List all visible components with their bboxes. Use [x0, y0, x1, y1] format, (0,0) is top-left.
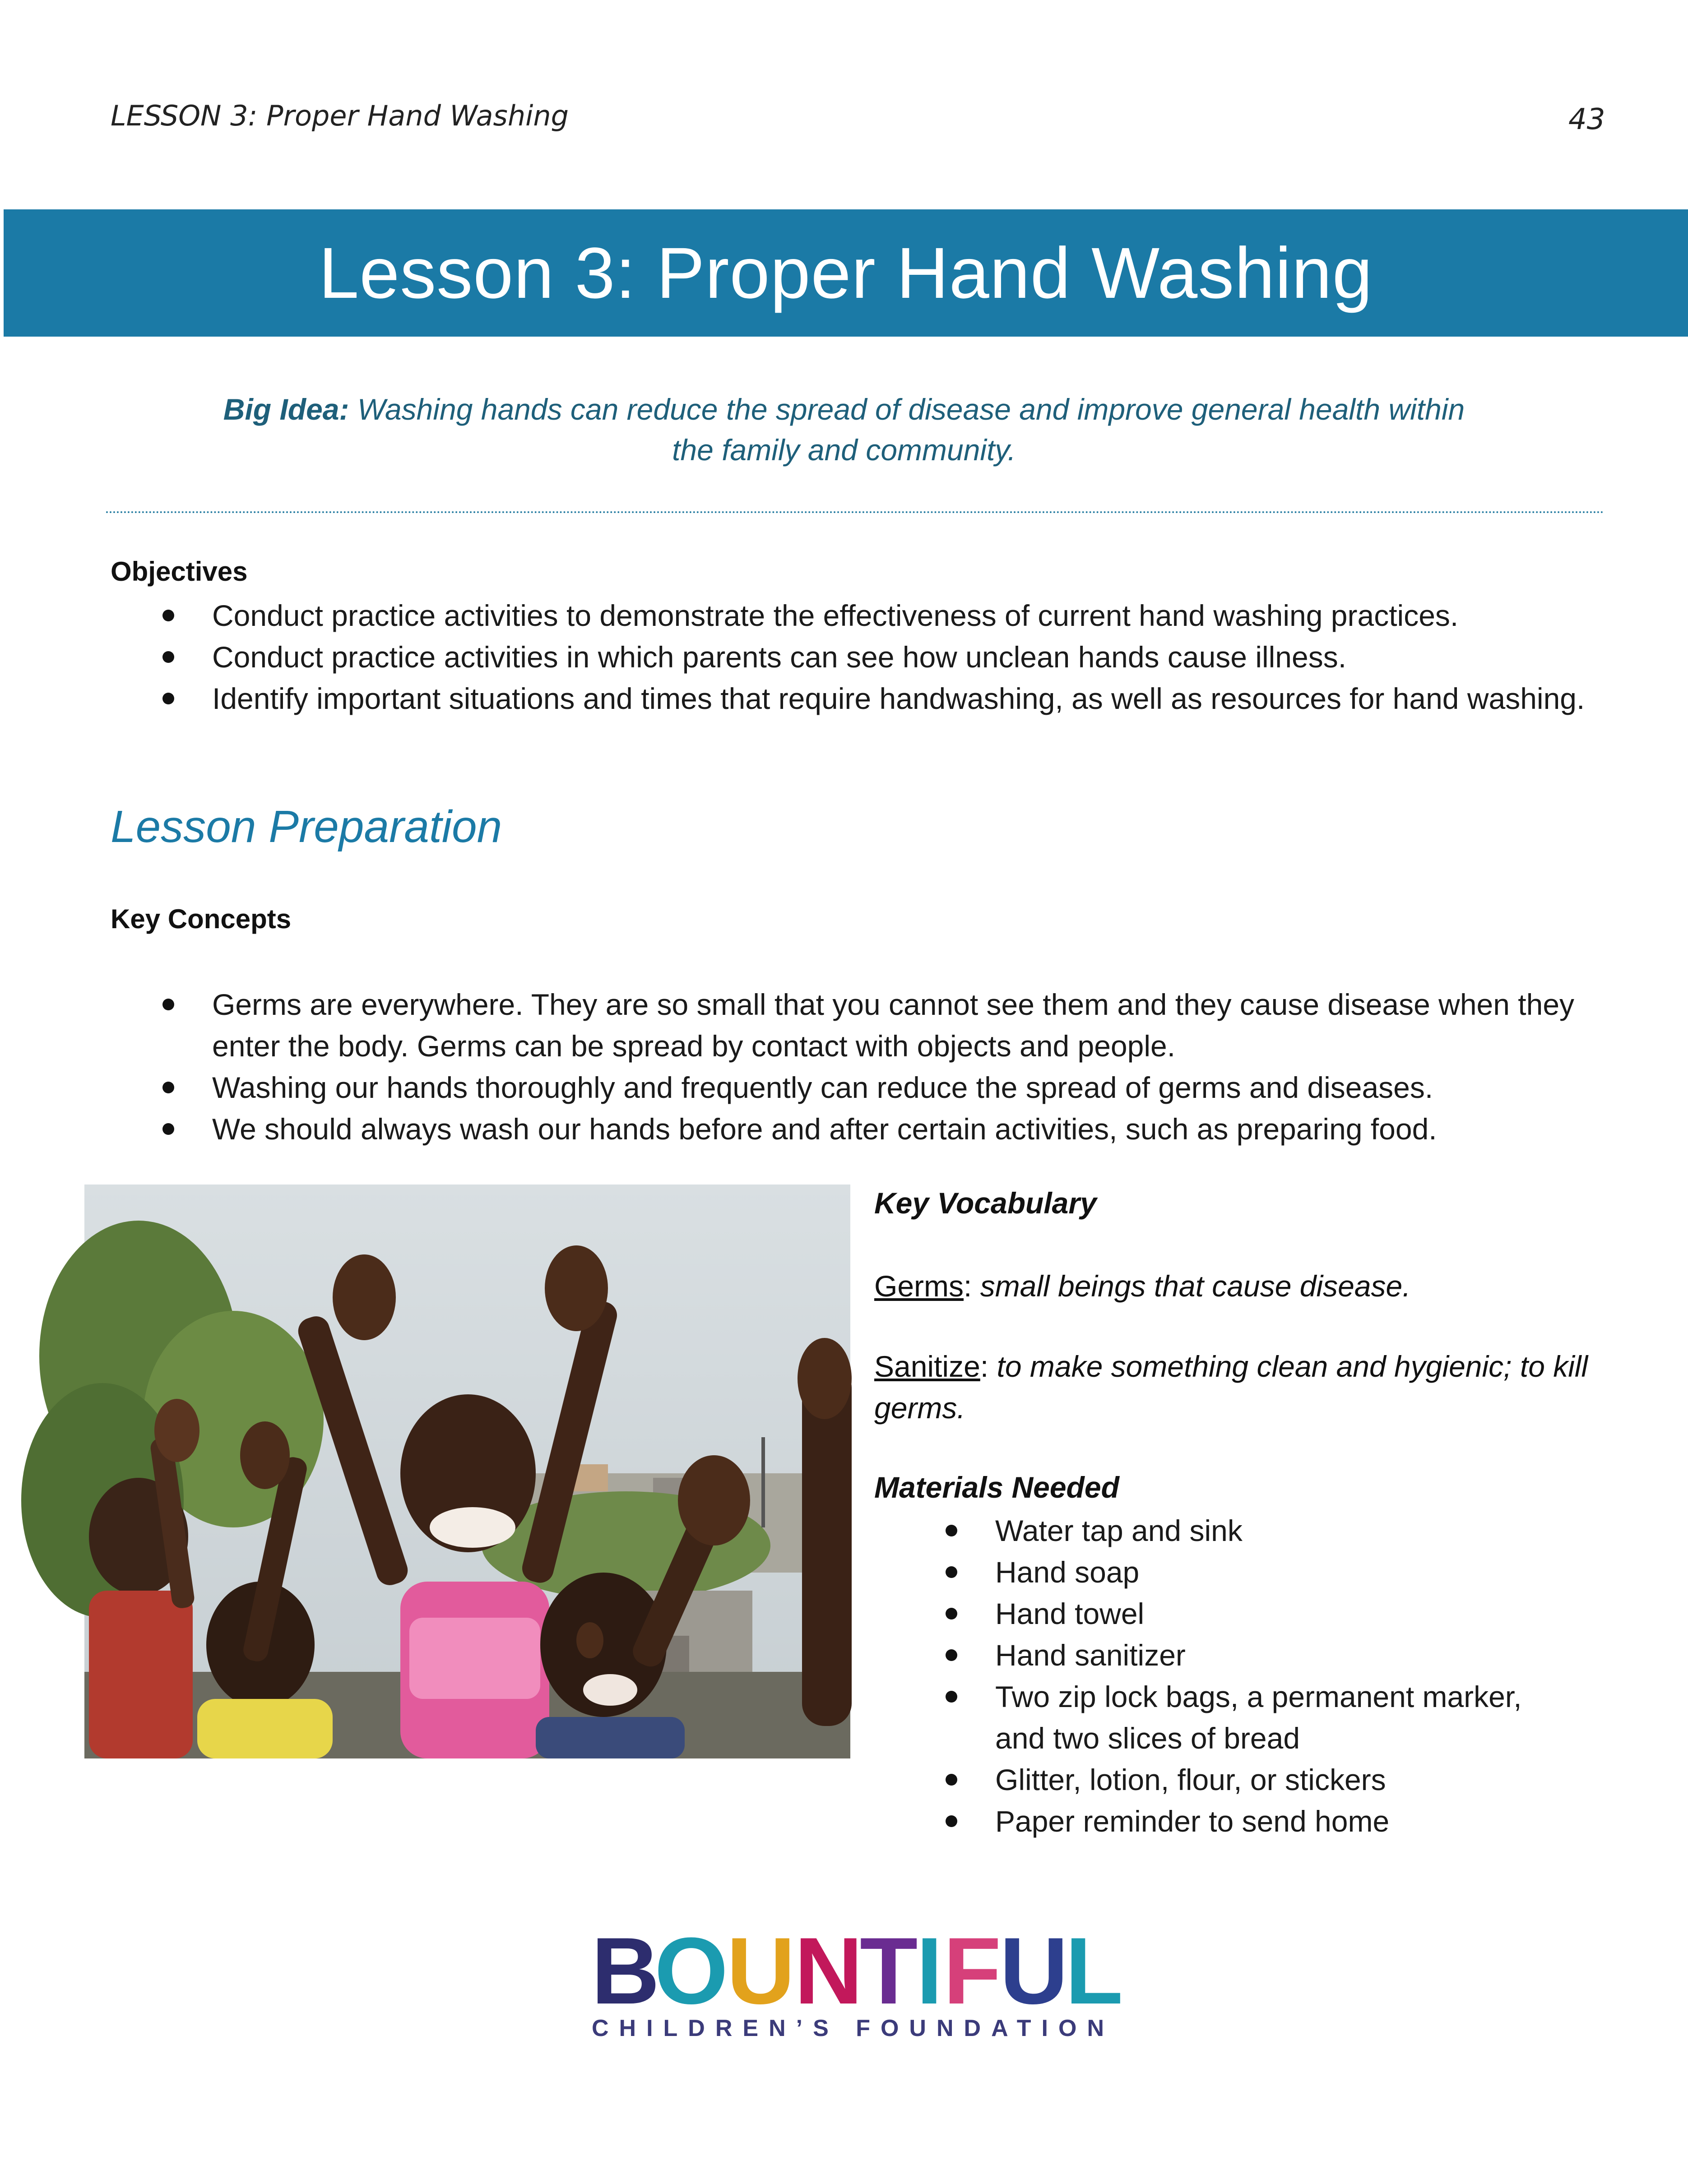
list-item: Glitter, lotion, flour, or stickers — [896, 1759, 1618, 1800]
vocab-entry-sanitize: Sanitize: to make something clean and hygienic; to kill germs. — [874, 1350, 1588, 1425]
children-photo — [84, 1185, 850, 1758]
bullet-icon — [946, 1525, 957, 1536]
vocab-term: Sanitize — [874, 1350, 980, 1383]
logo-letter: L — [1065, 1918, 1123, 2024]
logo-letter: N — [794, 1918, 863, 2024]
logo-letter: T — [860, 1918, 918, 2024]
page-number: 43 — [1568, 103, 1605, 136]
list-item: Conduct practice activities to demonstrate the effectiveness of current hand washing practices. — [113, 595, 1611, 636]
key-vocabulary-heading: Key Vocabulary — [874, 1186, 1097, 1220]
vocab-entry-germs: Germs: small beings that cause disease. — [874, 1269, 1411, 1303]
lesson-preparation-heading: Lesson Preparation — [111, 801, 502, 852]
objectives-list — [113, 595, 1611, 719]
title-banner — [4, 209, 1688, 337]
bullet-icon — [946, 1815, 957, 1827]
list-item: Water tap and sink — [896, 1510, 1618, 1551]
materials-heading: Materials Needed — [874, 1471, 1119, 1504]
vocab-term: Germs — [874, 1269, 964, 1303]
list-item: Paper reminder to send home — [896, 1800, 1618, 1842]
bullet-icon — [162, 693, 174, 704]
logo-letter: U — [727, 1918, 795, 2024]
list-item: Conduct practice activities in which parents can see how unclean hands cause illness. — [113, 636, 1611, 678]
bountiful-wordmark — [591, 1918, 1123, 2024]
key-concepts-heading: Key Concepts — [111, 904, 292, 934]
list-item: Germs are everywhere. They are so small that you cannot see them and they cause disease when they enter the body. Germs can be spread by contact with objects and people. — [113, 984, 1611, 1067]
logo-letter: U — [1000, 1918, 1068, 2024]
list-item: Two zip lock bags, a permanent marker, and two slices of bread — [896, 1676, 1555, 1759]
list-item: Identify important situations and times that require handwashing, as well as resources for hand washing. — [113, 678, 1611, 719]
bullet-icon — [946, 1649, 957, 1661]
bullet-icon — [946, 1608, 957, 1619]
list-item: Hand soap — [896, 1551, 1618, 1593]
bullet-icon — [162, 651, 174, 663]
bullet-icon — [162, 1082, 174, 1093]
big-idea-line-2: the family and community. — [672, 433, 1016, 467]
vocab-definition: small beings that cause disease. — [980, 1269, 1411, 1303]
bullet-icon — [946, 1566, 957, 1578]
bullet-icon — [162, 1123, 174, 1135]
logo-letter: F — [943, 1918, 1002, 2024]
materials-list — [896, 1510, 1618, 1842]
list-item: We should always wash our hands before and after certain activities, such as preparing food. — [113, 1108, 1611, 1150]
vocab-definition: to make something clean and hygienic; to kill germs. — [874, 1350, 1588, 1425]
list-item: Washing our hands thoroughly and frequently can reduce the spread of germs and diseases. — [113, 1067, 1611, 1108]
key-concepts-list — [113, 984, 1611, 1150]
page-title: Lesson 3: Proper Hand Washing — [319, 232, 1373, 313]
objectives-heading: Objectives — [111, 556, 248, 587]
bullet-icon — [946, 1774, 957, 1786]
dotted-divider — [106, 511, 1605, 513]
big-idea — [181, 389, 1507, 470]
children-photo-illustration — [84, 1185, 850, 1758]
running-header: LESSON 3: Proper Hand Washing — [111, 99, 569, 132]
big-idea-label: Big Idea: — [223, 393, 349, 426]
logo-letter: B — [591, 1918, 660, 2024]
logo-letter: I — [916, 1918, 943, 2024]
bullet-icon — [162, 610, 174, 621]
logo-subtitle: CHILDREN’S FOUNDATION — [591, 2015, 1114, 2041]
big-idea-line-1: Washing hands can reduce the spread of disease and improve general health within — [357, 393, 1465, 426]
list-item: Hand sanitizer — [896, 1634, 1618, 1676]
bullet-icon — [162, 999, 174, 1010]
logo-letter: O — [654, 1918, 728, 2024]
bullet-icon — [946, 1691, 957, 1703]
list-item: Hand towel — [896, 1593, 1618, 1634]
